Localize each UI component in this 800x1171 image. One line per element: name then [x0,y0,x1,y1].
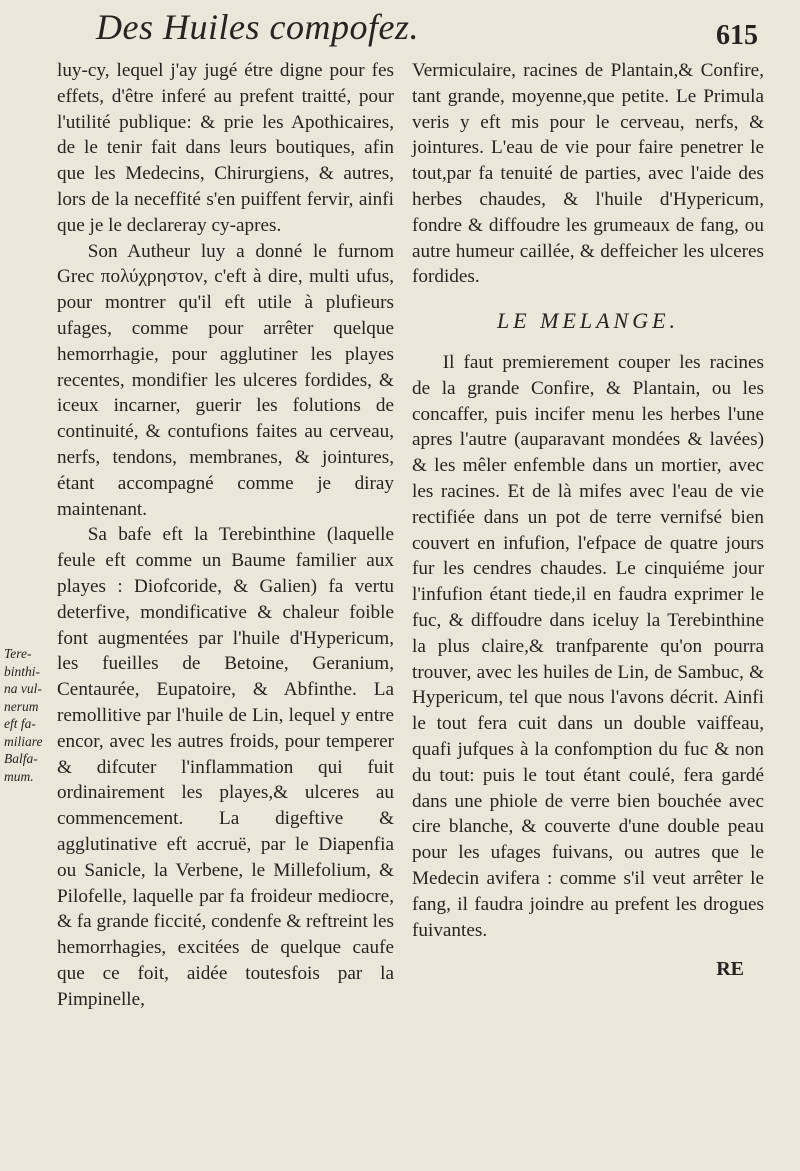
marginal-line: Tere- [4,646,32,661]
marginal-line: mum. [4,768,34,784]
section-heading: LE MELANGE. [496,308,680,334]
paragraph: Sa bafe eft la Terebinthine (laquelle feule eft comme un Baume familier aux playes : Diofcoride, & Galien) fa vertu deterfive, mondificative & chaleur foible font augmentées par l'huile d'Hypericum, les fueilles de Betoine, Geranium, Centaurée, Eupatoire, & Abfinthe. La remollitive par l'huile de Lin, lequel y entre encor, avec les autres froids, pour temperer & difcuter l'inflammation qui fuit ordinairement les playes,& ulceres au commencement. La digeftive & agglutinative eft accruë, par le Diapenfia ou Sanicle, la Verbene, le Millefolium, & Pilofelle, laquelle par fa froideur mediocre, & fa grande ficcité, condenfe & reftreint les hemorrhagies, excitées de quelque caufe que ce foit, aidée toutesfois par la Pimpinelle, [57,524,394,1010]
left-column [57,58,394,1012]
marginal-line: nerum [4,698,39,714]
marginal-line: na vul- [4,681,42,696]
marginal-line: eft fa- [4,716,36,731]
marginal-note [4,645,54,785]
marginal-line: Balfa- [4,751,38,766]
right-column [412,58,764,983]
marginal-line: miliare [4,733,43,749]
catchword: RE [716,958,744,981]
paragraph: Son Autheur luy a donné le furnom Grec πολύχρηστον, c'eft à dire, multi ufus, pour montrer qu'il eft utile à plufieurs ufages, comme pour arrêter quelque hemorrhagie, pour agglutiner les playes recentes, mondifier les ulceres fordides, & iceux incarner, guerir les folutions de continuité, & contufions faites au cerveau, nerfs, tendons, membranes, & jointures, étant accompagné comme je diray maintenant. [57,240,394,520]
page-header [0,4,800,60]
marginal-line: binthi- [4,663,40,679]
paragraph: Il faut premierement couper les racines de la grande Confire, & Plantain, ou les concaffer, puis incifer menu les herbes l'une apres l'autre (auparavant mondées & lavées) & les mêler enfemble dans un mortier, avec les racines. Et de là mifes avec l'eau de vie rectifiée dans un pot de terre vernifsé bien couvert en infufion, l'efpace de quatre jours fur les cendres chaudes. Le cinquiéme jour l'infufion étant tiede,il en faudra exprimer le fuc, & diffoudre dans iceluy la Terebinthine la plus claire,& tranfparente qu'on pourra trouver, avec les huiles de Lin, de Sambuc, & Hypericum, tel que nous l'avons décrit. Ainfi le tout fera cuit dans un double vaiffeau, quafi jufques à la confomption du fuc & non du tout: puis le tout étant coulé, fera gardé dans une phiole de verre bien bouchée avec cire blanche, & couverte d'une double peau pour les ufages fuivans, ou autres que le Medecin avifera : comme s'il veut arrêter le fang, il faudra joindre au prefent les drogues fuivantes. [412,351,764,941]
paragraph: luy-cy, lequel j'ay jugé étre digne pour fes effets, d'être inferé au prefent traitté, pour l'utilité publique: & prie les Apothicaires, de le tenir fait dans leurs boutiques, afin que les Medecins, Chirurgiens, & autres, lors de la neceffité s'en puiffent fervir, ainfi que je le declareray cy-apres. [57,60,394,236]
paragraph: Vermiculaire, racines de Plantain,& Confire, tant grande, moyenne,que petite. Le Primula veris y eft mis pour le cerveau, nerfs, & jointures. L'eau de vie pour faire penetrer le tout,par fa tenuité de parties, avec l'aide des herbes chaudes, & l'huile d'Hypericum, fondre & diffoudre les grumeaux de fang, ou autre humeur caillée, & deffeicher les ulceres fordides. [412,60,764,288]
page-number: 615 [716,20,758,51]
running-title: Des Huiles compofez. [96,7,419,47]
